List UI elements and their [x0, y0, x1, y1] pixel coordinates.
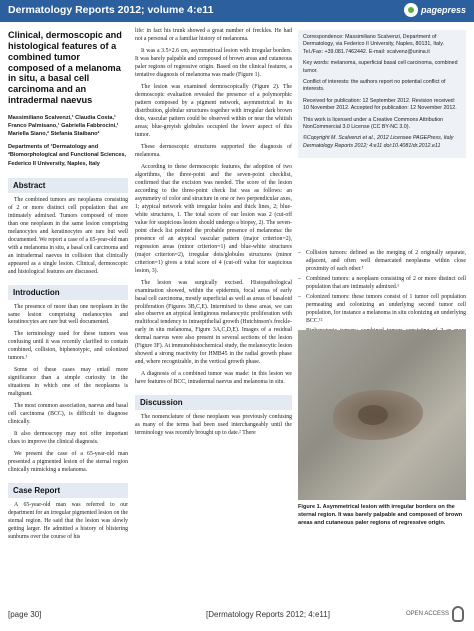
open-access-lock-icon: [452, 606, 464, 622]
journal-title: Dermatology Reports 2012; volume 4:e11: [8, 4, 214, 16]
intro-paragraph: We present the case of a 65-year-old man presented a pigmented lesion of the sternal region clinically mimicking a melanoma.: [8, 451, 128, 474]
intro-paragraph: The presence of more than one neoplasm in the same lesion comprising melanocytes and keratinocytes are rare but well documented.: [8, 303, 128, 326]
figure-caption: Figure 1. Asymmetrical lesion with irregular borders on the sternal region. It was barely palpable and composed of brown areas and cutaneous paler regions of regressive origin.: [298, 504, 463, 526]
case-report-heading: Case Report: [8, 483, 128, 498]
middle-column: [135, 28, 292, 438]
left-column: [8, 30, 128, 542]
discussion-heading: Discussion: [135, 395, 292, 410]
open-access-badge: [406, 606, 464, 622]
footer-journal: [Dermatology Reports 2012; 4:e11]: [206, 610, 330, 619]
list-item: – Combined tumors: a neoplasm consisting of 2 or more distinct cell population that are intimately admixed.¹: [298, 275, 466, 290]
publisher-name: pagepress: [420, 5, 466, 15]
copyright-info: ©Copyright M. Scalvenzi et al., 2012 Licensee PAGEPress, Italy Dermatology Reports 2012; 4:e11 doi:10.4081/dr.2012.e11: [303, 135, 454, 149]
page-number: [page 30]: [8, 610, 42, 619]
body-paragraph: life: in fact his trunk showed a great number of freckles. He had not a personal or a familiar history of melanoma.: [135, 28, 292, 42]
journal-header-bar: [0, 0, 474, 22]
body-paragraph: It was a 3.5×2.6 cm, asymmetrical lesion with irregular borders. It was barely palpable and composed of brown areas and cutaneous paler regions of regressive origin. Based on the clinical features, a tentative diagnosis of melanoma was made (Figure 1).: [135, 47, 292, 78]
open-access-label: OPEN ACCESS: [405, 611, 449, 617]
discussion-text: The nomenclature of these neoplasm was previously confusing as many of the terms had been used interchangeably until the terminology was recently brought up to date.² There: [135, 414, 292, 437]
license-info: This work is licensed under a Creative Commons Attribution NonCommercial 3.0 License (CC BY-NC 3.0).: [303, 116, 444, 131]
body-paragraph: These dermoscopic structures supported the diagnosis of melanoma.: [135, 143, 292, 158]
list-item: – Collision tumors: defined as the merging of 2 originally separate, adjacent, and often well demarcated neoplasms within close proximity of each other.¹: [298, 250, 466, 272]
list-item: – Colonized tumors: these tumors consist of 1 tumor cell population permeating and colonizing an underlying second tumor cell population, for instance a melanoma in situ colonizing an underlying BCC.¹²: [298, 293, 466, 324]
body-paragraph: The lesion was surgically excised. Histopathological examination showed, within the epidermis, focal areas of early basal cell carcinoma, mostly superficial as well as areas of basaloid proliferation (Figures 3B,C,E). Intermixed to these areas, we can also observe an atypical lentiginous melanocytic proliferation with multifocal tendency to intraepithelial growth (Hutchinson's freckle-early in situ melanoma, Figure 3A,C,D,E). Images of a residual dermal naevus were also present in several sections of the lesion (Figure 3F). At immunohistochemical study, the melanocytic lesion showed a strong reactivity for HMB45 in the radial growth phase and, where recognizable, in the vertical growth phase.: [135, 279, 292, 366]
intro-paragraph: Some of these cases may entail more significance than a simple curiosity in the situations in which one of the neoplasms is malignant.: [8, 367, 128, 398]
lesion-core: [358, 405, 388, 425]
author-list: Massimiliano Scalvenzi,¹ Claudia Costa,¹ Franco Palmisano,¹ Gabriella Fabbrocini,¹ Mariella Siano,² Stefania Staibano²: [8, 115, 119, 138]
conflict-info: Conflict of interests: the authors report no potential conflict of interests.: [303, 79, 446, 93]
dates-info: Received for publication: 12 September 2012. Revision received: 10 November 2012. Accepted for publication: 12 November 2012.: [303, 97, 457, 112]
figure-1-image: [298, 330, 466, 500]
intro-paragraph: The most common association, naevus and basal cell carcinoma (BCC), is difficult to diagnose clinically.: [8, 403, 128, 426]
correspondence-info: Correspondence: Massimiliano Scalvenzi, Department of Dermatology, via Federico II University, Naples, 80131, Italy. Tel./Fax: +39.081.7462442. E-mail: scalvenz@unina.it: [303, 34, 445, 55]
abstract-text: The combined tumors are neoplasms consisting of 2 or more distinct cell population that are intimately admixed. Tumors composed of more than one neoplasm in the same lesion comprising melanocytes and keratinocytes are rare but well documented. We report a case of a 65-year-old man with a melanoma in situ, a basal cell carcinoma and an intradermal naevus in collision that clinically appeared as a single lesion. Clinical, dermoscopic and histological features are discussed.: [8, 196, 128, 275]
page-footer: [0, 604, 474, 626]
introduction-heading: Introduction: [8, 285, 128, 300]
intro-paragraph: The terminology used for these tumors was confusing until it was recently clarified to contain combined, collision, biphenotypic, and colonized tumors.¹: [8, 331, 128, 362]
info-box: [298, 30, 466, 158]
keywords-info: Key words: melanoma, superficial basal cell carcinoma, combined tumor.: [303, 60, 458, 74]
abstract-heading: Abstract: [8, 178, 128, 193]
body-paragraph: According to these dermoscopic features, the adoption of two algorithms, the three-point and the seven-point checklist, confirmed that the excision was needed. The score of the lesion according to the three-point check list was as follows: an asymmetry of color and structure in one or two perpendicular axes, 1; atypical network with irregular holes and thick lines, 2; blue-white structures, 1. The total score of our lesion was 2 (cut-off value for suspicious lesion should undergo a biopsy, 2). The seven-point check list pointed the probable presence of melanoma: the presence of an atypical vascular pattern (major criterion=2), regression areas (minor criterion=1) and blue-white structures (major criterion=2), irregular dots/globules structures (minor criterion=1) gives a total score of 4 (cut-off value for suspicious lesion, 3).: [135, 163, 292, 274]
pagepress-logo-icon: [404, 3, 418, 17]
publisher-logo: [404, 3, 466, 17]
body-paragraph: The lesion was examined dermoscopically (Figure 2). The dermoscopic evaluation revealed the presence of a polymorphic pattern composed by a pigment network, asymmetrical in its distribution, globular structures together with irregular dark brown dots, vascular pattern could be observed within or near the whitish areas; blue-greyish globules occupied the lower aspect of this tumor.: [135, 83, 292, 138]
intro-paragraph: It also dermoscopy may not offer important clues to improve the clinical diagnosis.: [8, 431, 128, 446]
article-title: Clinical, dermoscopic and histological features of a combined tumor composed of a melanoma in situ, a basal cell carcinoma and an intradermal naevus: [8, 30, 122, 106]
body-paragraph: A diagnosis of a combined tumor was made: in this lesion we have features of BCC, intradermal naevus and melanoma in situ.: [135, 371, 292, 386]
author-affiliation: Departments of ¹Dermatology and ²Biomorphological and Functional Sciences, Federico II University, Naples, Italy: [8, 144, 127, 167]
case-report-text: A 65-year-old man was referred to our department for an irregular pigmented lesion on the sternal region. He said that the lesion was slowly getting larger. He admitted a history of blistering sunburns over the course of his: [8, 502, 128, 541]
